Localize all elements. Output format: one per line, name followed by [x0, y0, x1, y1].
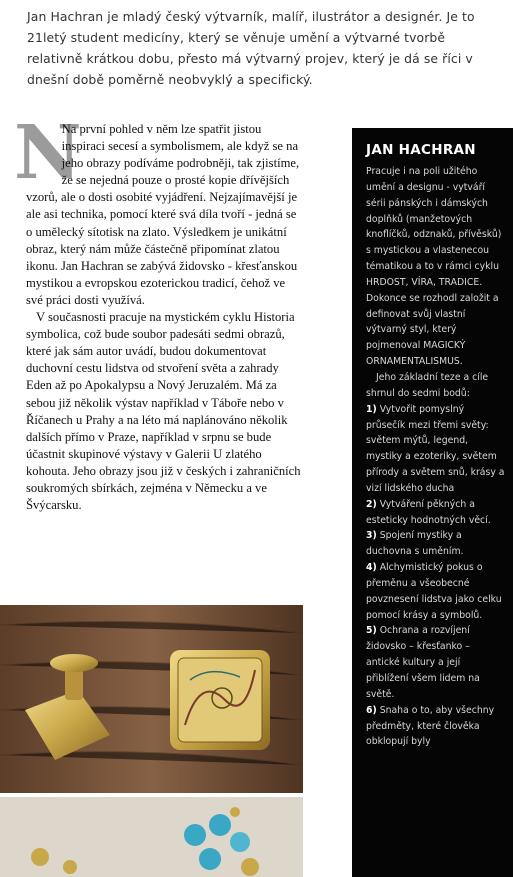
sidebar-lead: Jeho základní teze a cíle shrnul do sedmi bodů: [366, 371, 489, 399]
cufflinks-photo [0, 605, 303, 793]
sidebar-title: JAN HACHRAN [366, 142, 476, 158]
article-paragraph-2: V současnosti pracuje na mystickém cyklu Historia symbolica, což bude soubor padesáti sedmi obrazů, které jak sám autor uvádí, budou dokumentovat duchovní cestu lidstva od stvoření světa a zahrady Eden až po Apokalypsu a Nový Jeruzalém. Má za sebou již několik výstav například v Táboře nebo v Říčanech u Prahy a na léto má naplánováno několik dalších přímo v Praze, například v srpnu se bude účastnit skupinové výstavy v Galerii U zlatého kohouta. Jeho obrazy jsou již v českých i zahraničních soukromých sbírkách, zejména v Německu a ve Švýcarsku. [26, 310, 301, 513]
article-body [14, 110, 304, 514]
bead-bracelet-photo [0, 797, 303, 877]
cufflinks-illustration [0, 605, 303, 793]
drop-cap: N [14, 110, 82, 196]
sidebar-intro: Pracuje i na poli užitého umění a designu - vytváří sérii pánských i dámských doplňků (manžetových knoflíčků, odznaků, přívěsků) s mystickou a vlastenecou tématikou a to v rámci cyklu HRDOST, VÍRA, TRADICE. Dokonce se rozhodl založit a definovat svůj vlastní výtvarný styl, který pojmenoval MAGICKÝ ORNAMENTALISMUS. [366, 166, 502, 368]
sidebar-point: 3) Spojení mystiky a duchovna s uměním. [366, 530, 464, 558]
bead-bracelet-illustration [0, 797, 303, 877]
artist-sidebar [352, 128, 513, 877]
sidebar-point: 6) Snaha o to, aby všechny předměty, které člověka obklopují byly [366, 704, 495, 748]
intro-paragraph: Jan Hachran je mladý český výtvarník, malíř, ilustrátor a designér. Je to 21letý student medicíny, který se věnuje umění a výtvarné tvorbě relativně krátkou dobu, přesto má výtvarný projev, který je dá se říci v dnešní době poměrně neobvyklý a specifický. [27, 9, 475, 87]
sidebar-point: 1) Vytvořit pomyslný průsečík mezi třemi světy: světem mýtů, legend, mystiky a ezoteriky, světem přírody a světem snů, krásy a vizí lidského ducha [366, 403, 505, 494]
cufflink-toggle [50, 654, 98, 672]
article-paragraph-1: Na první pohled v něm lze spatřit jistou inspiraci secesí a symbolismem, ale když se na jeho obrazy podíváme podrobněji, tak zjistíme, že se nejedná pouze o prosté kopie dřívějších vzorů, ale o dosti osobité vyjádření. Nejzajímavější je ale asi technika, pomocí které svá díla tvoří - jedná se o umělecký sítotisk na zlato. Výsledkem je unikátní obraz, který nám může částečně připomínat zlatou ikonu. Jan Hachran se zabývá židovsko - křesťanskou mystikou a evropskou ezoterickou tradicí, čehož ve své práci dosti využívá. [26, 122, 300, 307]
sidebar-point: 2) Vytváření pěkných a esteticky hodnotných věcí. [366, 498, 491, 526]
sidebar-point: 4) Alchymistický pokus o přeměnu a všeobecné povznesení lidstva jako celku pomocí krásy a symbolů. [366, 562, 502, 621]
sidebar-point: 5) Ochrana a rozvíjení židovsko – křesťanko – antické kultury a její přiblížení všem lidem na světě. [366, 625, 480, 700]
